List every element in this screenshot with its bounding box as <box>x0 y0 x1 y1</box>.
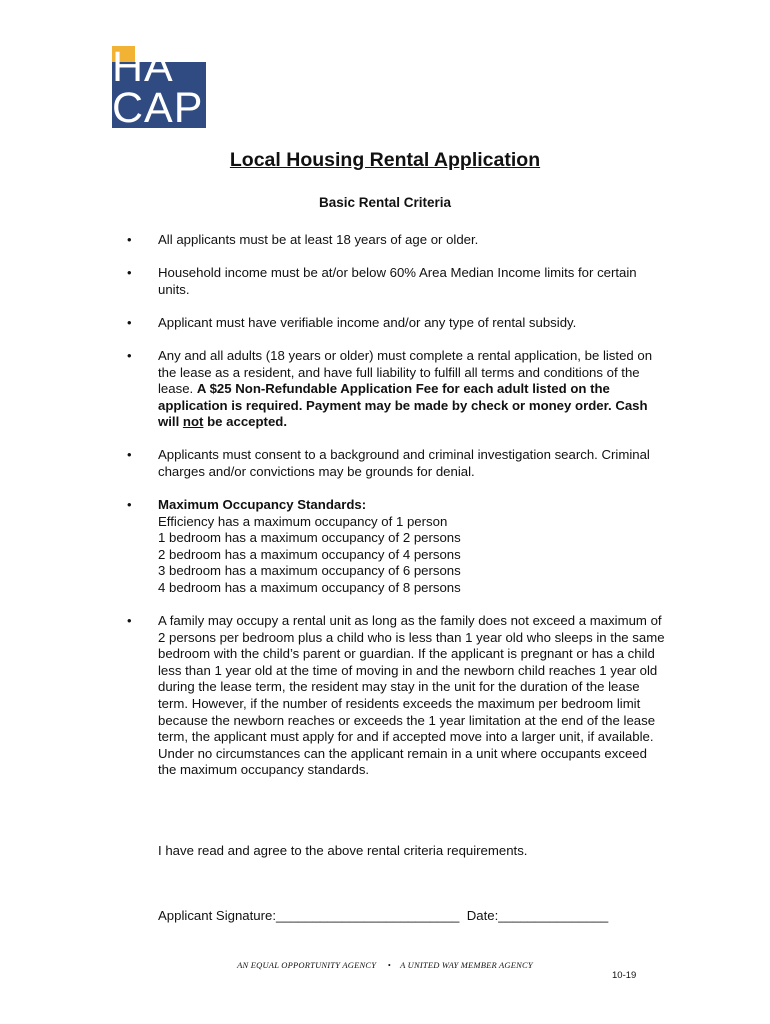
occupancy-line: 3 bedroom has a maximum occupancy of 6 persons <box>158 563 461 579</box>
criteria-age-text: All applicants must be at least 18 years of age or older. <box>158 232 479 247</box>
bullet-icon: • <box>127 232 132 247</box>
occupancy-line: Efficiency has a maximum occupancy of 1 person <box>158 513 448 529</box>
bullet-icon: • <box>127 497 132 512</box>
criteria-verifiable-text: Applicant must have verifiable income and/or any type of rental subsidy. <box>158 315 577 330</box>
bullet-icon: • <box>127 265 132 280</box>
footer-right: A UNITED WAY MEMBER AGENCY <box>400 960 533 970</box>
fee-bold-text: A $25 Non-Refundable Application Fee for each adult listed on the application is required. Payment may be made by check or money order. Cash will <box>158 381 648 430</box>
criteria-adults <box>158 348 668 431</box>
criteria-age <box>158 232 668 249</box>
logo-letters <box>112 43 206 132</box>
occupancy-line: 1 bedroom has a maximum occupancy of 2 persons <box>158 530 461 546</box>
page-title: Local Housing Rental Application <box>229 149 541 171</box>
criteria-background-text: Applicants must consent to a background and criminal investigation search. Criminal charges and/or convictions may be grounds for denial. <box>158 447 650 479</box>
criteria-adults-text <box>158 348 668 431</box>
footer-left: AN EQUAL OPPORTUNITY AGENCY <box>237 960 377 970</box>
form-code: 10-19 <box>612 970 637 981</box>
occupancy-heading: Maximum Occupancy Standards: <box>158 497 367 512</box>
criteria-background <box>158 447 668 480</box>
criteria-occupancy <box>158 497 668 597</box>
occupancy-line: 2 bedroom has a maximum occupancy of 4 persons <box>158 546 461 562</box>
agreement-statement: I have read and agree to the above rental criteria requirements. <box>158 843 528 858</box>
occupancy-line: 4 bedroom has a maximum occupancy of 8 persons <box>158 579 461 595</box>
criteria-income-text: Household income must be at/or below 60% Area Median Income limits for certain units. <box>158 265 637 297</box>
bullet-icon: • <box>127 348 132 363</box>
bullet-icon: • <box>127 447 132 462</box>
footer-tagline <box>0 960 770 970</box>
footer-separator: • <box>387 960 391 970</box>
logo-line-2: CAP <box>112 84 204 132</box>
adults-text: Any and all adults (18 years or older) must complete a rental application, be listed on the lease as a resident, and have full liability to fulfill all terms and conditions of the lease. <box>158 348 653 397</box>
bullet-icon: • <box>127 315 132 330</box>
bullet-icon: • <box>127 613 132 628</box>
criteria-verifiable <box>158 315 668 332</box>
criteria-family <box>158 613 668 779</box>
signature-date-line[interactable]: Applicant Signature:_________________________ Date:_______________ <box>158 908 609 923</box>
criteria-income <box>158 265 668 298</box>
criteria-family-text: A family may occupy a rental unit as long as the family does not exceed a maximum of 2 persons per bedroom plus a child who is less than 1 year old who sleeps in the same bedroom with the child’s parent or guardian. If the applicant is pregnant or has a child less than 1 year old at the time of moving in and the newborn child reaches 1 year old during the lease term, the resident may stay in the unit for the duration of the lease term. However, if the number of residents exceeds the maximum per bedroom limit because the newborn reaches or exceeds the 1 year limitation at the end of the lease term, the applicant must apply for and if accepted move into a larger unit, if available. Under no circumstances can the applicant remain in a unit where occupants exceed the maximum occupancy standards. <box>158 613 665 778</box>
fee-end-text: be accepted. <box>207 414 288 430</box>
logo-line-1: HA <box>112 43 174 91</box>
hacap-logo <box>112 43 206 132</box>
section-subtitle: Basic Rental Criteria <box>318 195 452 210</box>
fee-not-text: not <box>182 414 204 430</box>
